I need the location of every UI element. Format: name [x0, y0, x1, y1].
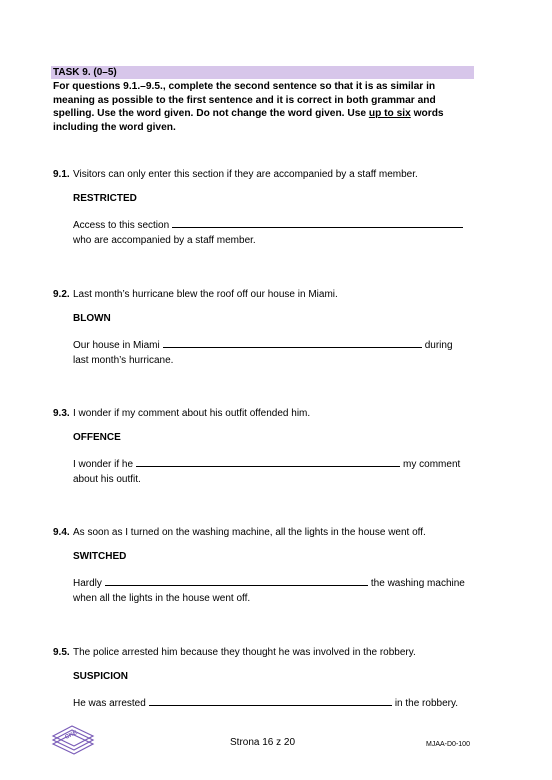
answer-prefix: Our house in Miami — [73, 340, 160, 351]
question-sentence — [53, 527, 426, 539]
answer-prefix: Access to this section — [73, 220, 170, 231]
question-number: 9.1. — [53, 169, 70, 180]
answer-line-1 — [73, 457, 460, 471]
instruction-text-2: words including the word given. — [53, 108, 444, 133]
instruction-text-1: For questions 9.1.–9.5., complete the second sentence so that it is as similar in meaning as possible to the first sentence and it is correct in both grammar and spelling. Use the word given. Do not change the word given. Use — [53, 81, 436, 119]
question-number: 9.2. — [53, 289, 70, 300]
key-word: BLOWN — [73, 313, 111, 324]
answer-blank[interactable] — [163, 338, 422, 348]
question-text: As soon as I turned on the washing machine, all the lights in the house went off. — [73, 527, 426, 538]
answer-line-2: who are accompanied by a staff member. — [73, 235, 256, 246]
answer-line-2: about his outfit. — [73, 474, 141, 485]
answer-prefix: Hardly — [73, 578, 102, 589]
key-word: RESTRICTED — [73, 193, 137, 204]
answer-line-1 — [73, 218, 466, 232]
task-title: TASK 9. (0–5) — [53, 67, 117, 78]
answer-suffix: my comment — [403, 459, 461, 470]
answer-prefix: He was arrested — [73, 698, 146, 709]
question-text: Visitors can only enter this section if they are accompanied by a staff member. — [73, 169, 418, 180]
key-word: SUSPICION — [73, 671, 129, 682]
question-text: I wonder if my comment about his outfit offended him. — [73, 408, 311, 419]
question-sentence — [53, 647, 416, 659]
exam-code: MJAA-D0-100 — [426, 741, 470, 748]
answer-suffix: the washing machine — [370, 578, 465, 589]
cke-logo-icon — [50, 722, 96, 756]
answer-line-2: last month’s hurricane. — [73, 355, 174, 366]
answer-line-1 — [73, 696, 458, 710]
answer-line-1 — [73, 576, 465, 590]
answer-suffix: during — [424, 340, 453, 351]
answer-blank[interactable] — [149, 696, 392, 706]
answer-prefix: I wonder if he — [73, 459, 134, 470]
task-title-bar — [51, 66, 474, 79]
answer-line-1 — [73, 338, 453, 352]
question-number: 9.4. — [53, 527, 70, 538]
question-number: 9.5. — [53, 647, 70, 658]
answer-blank[interactable] — [105, 576, 368, 586]
question-sentence — [53, 408, 310, 420]
answer-suffix: in the robbery. — [394, 698, 458, 709]
answer-blank[interactable] — [172, 218, 463, 228]
instruction-underlined-text: up to six — [368, 108, 411, 119]
question-sentence — [53, 169, 418, 181]
answer-blank[interactable] — [136, 457, 400, 467]
key-word: SWITCHED — [73, 551, 127, 562]
question-number: 9.3. — [53, 408, 70, 419]
task-instructions — [53, 80, 473, 134]
svg-text:CKE: CKE — [64, 730, 79, 741]
key-word: OFFENCE — [73, 432, 121, 443]
question-text: The police arrested him because they thought he was involved in the robbery. — [73, 647, 416, 658]
answer-line-2: when all the lights in the house went off. — [73, 593, 251, 604]
page-number: Strona 16 z 20 — [230, 737, 296, 748]
question-sentence — [53, 289, 338, 301]
question-text: Last month’s hurricane blew the roof off our house in Miami. — [73, 289, 338, 300]
